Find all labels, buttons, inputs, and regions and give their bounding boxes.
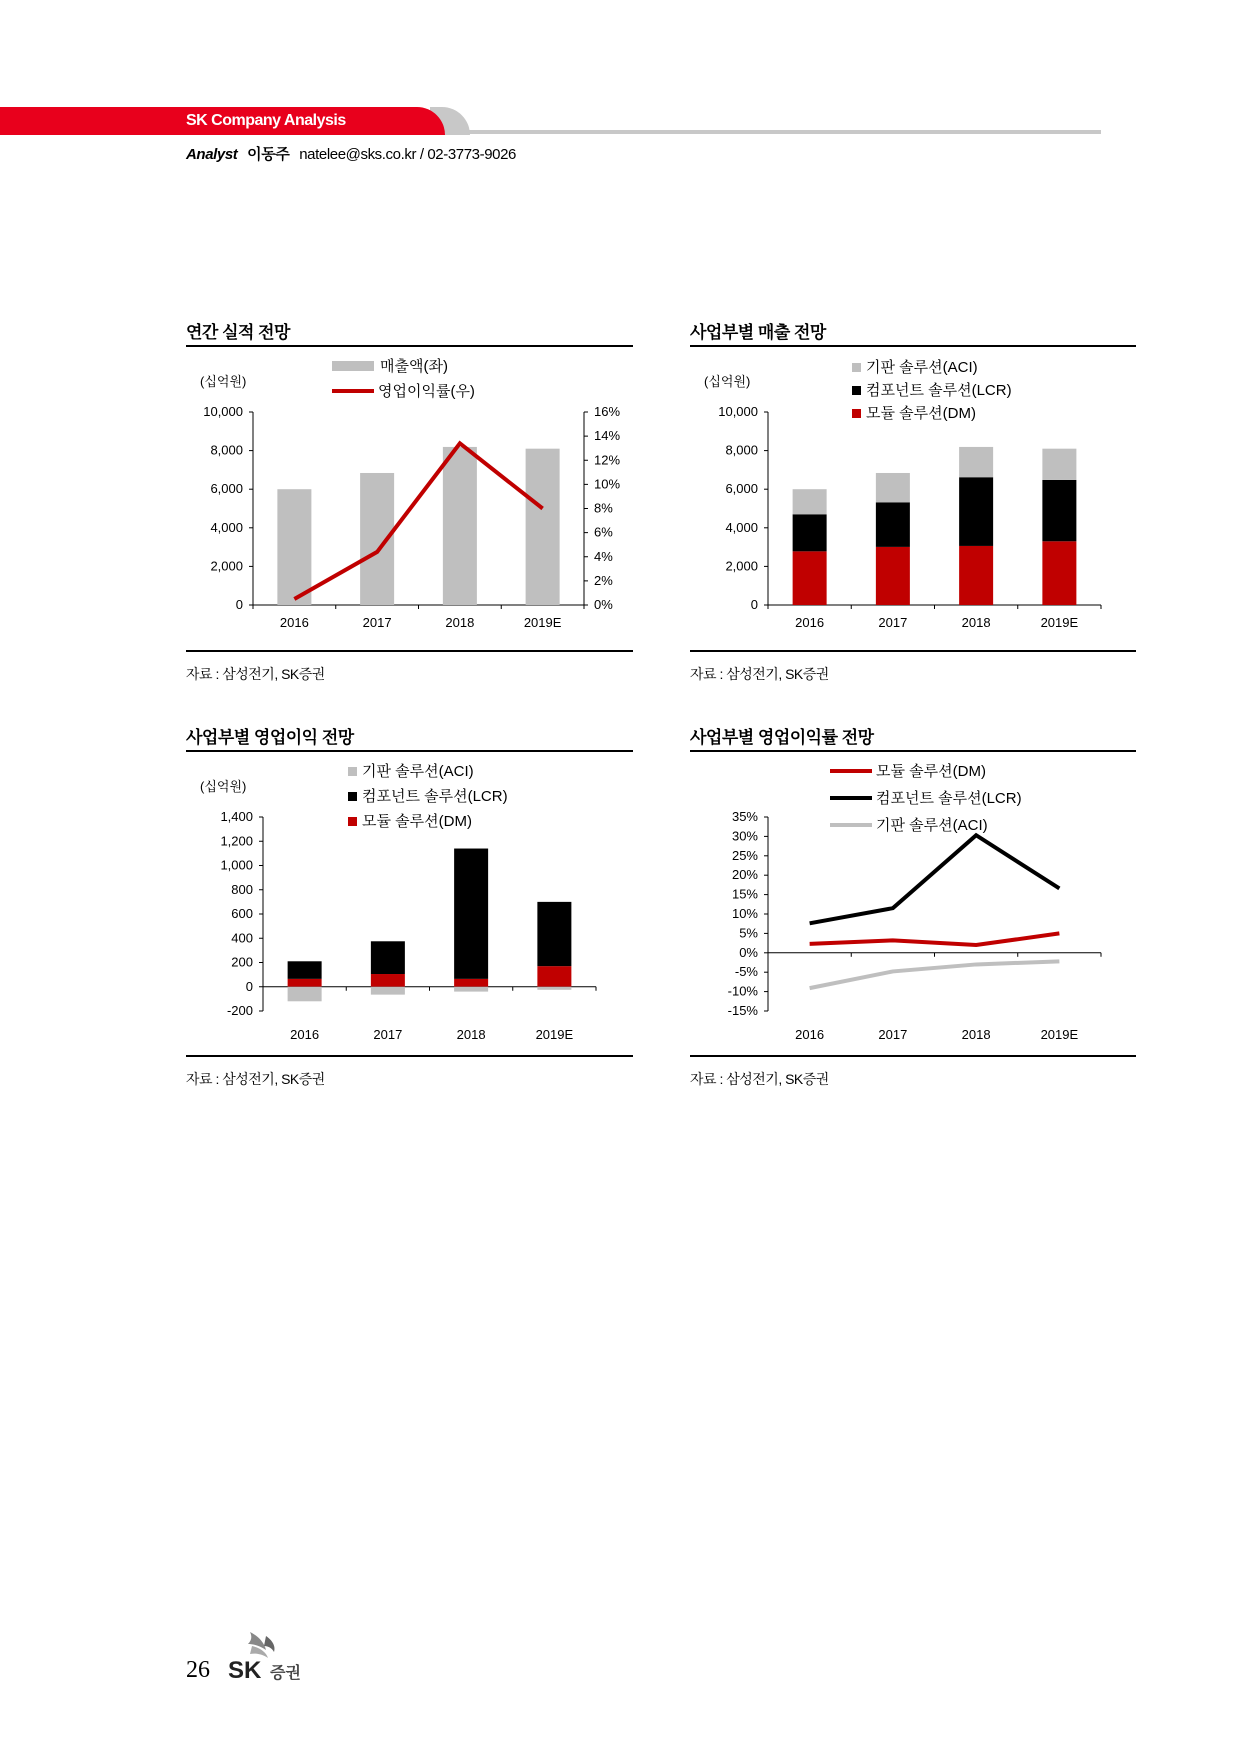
- legend-label: 영업이익률(우): [378, 383, 475, 400]
- panel-title-segment-opm: 사업부별 영업이익률 전망: [690, 728, 874, 747]
- bar-segment: [537, 966, 571, 987]
- y2-tick-label: 8%: [594, 500, 613, 516]
- panel-bottom-rule: [186, 1055, 633, 1057]
- y-tick-label: -15%: [727, 1003, 758, 1018]
- analyst-contact: natelee@sks.co.kr / 02-3773-9026: [299, 146, 516, 163]
- bar-segment: [876, 473, 910, 502]
- y2-tick-label: 16%: [594, 404, 621, 419]
- analyst-name: 이동주: [247, 146, 290, 163]
- legend-swatch: [348, 817, 357, 826]
- y-tick-label: 2,000: [725, 558, 758, 574]
- legend-label: 컴포넌트 솔루션(LCR): [876, 790, 1022, 807]
- legend-swatch: [348, 767, 357, 776]
- y-tick-label: 8,000: [725, 442, 758, 458]
- panel-title-annual: 연간 실적 전망: [186, 323, 290, 342]
- bar-segment: [454, 849, 488, 979]
- chart-segment-sales: [690, 350, 1136, 650]
- bar-segment: [288, 987, 322, 1002]
- legend-label: 컴포넌트 솔루션(LCR): [866, 382, 1012, 399]
- bar-segment: [371, 987, 405, 995]
- legend-label: 매출액(좌): [380, 358, 448, 375]
- x-tick-label: 2018: [961, 1027, 991, 1042]
- y-tick-label: 8,000: [210, 442, 243, 458]
- y2-tick-label: 0%: [594, 597, 613, 612]
- y-tick-label: 10,000: [203, 404, 243, 419]
- y-tick-label: 1,200: [220, 833, 253, 849]
- svg-text:SK: SK: [228, 1657, 262, 1684]
- y-tick-label: -200: [226, 1003, 253, 1018]
- bar: [443, 447, 477, 605]
- y-tick-label: 800: [231, 881, 253, 897]
- y2-tick-label: 2%: [594, 572, 613, 588]
- x-tick-label: 2018: [961, 615, 991, 630]
- x-tick-label: 2017: [362, 615, 392, 630]
- series-line: [810, 835, 1060, 923]
- bar-segment: [537, 902, 571, 966]
- y-tick-label: 5%: [739, 925, 758, 941]
- chart-segment-op-margin: [690, 755, 1136, 1055]
- analyst-role: Analyst: [186, 146, 238, 163]
- panel-top-rule: [186, 750, 633, 752]
- report-series-title: SK Company Analysis: [186, 112, 346, 129]
- y-tick-label: 30%: [731, 828, 758, 844]
- bar-segment: [959, 477, 993, 546]
- x-tick-label: 2019E: [1040, 615, 1079, 630]
- y2-tick-label: 4%: [594, 548, 613, 564]
- panel-top-rule: [690, 345, 1136, 347]
- y-axis-unit: (십억원): [704, 374, 751, 389]
- y-tick-label: 4,000: [210, 519, 243, 535]
- y-tick-label: 0%: [739, 944, 758, 960]
- legend-label: 기판 솔루션(ACI): [362, 763, 474, 780]
- bar-segment: [454, 987, 488, 992]
- y-axis-unit: (십억원): [200, 779, 247, 794]
- y-tick-label: 200: [231, 954, 253, 970]
- x-tick-label: 2018: [456, 1027, 486, 1042]
- y2-tick-label: 10%: [594, 476, 621, 492]
- source-note: 자료 : 삼성전기, SK증권: [690, 666, 829, 682]
- panel-bottom-rule: [186, 650, 633, 652]
- y2-tick-label: 6%: [594, 524, 613, 540]
- x-tick-label: 2018: [445, 615, 475, 630]
- bar-segment: [793, 514, 827, 551]
- legend-label: 기판 솔루션(ACI): [866, 359, 978, 376]
- x-tick-label: 2016: [290, 1027, 320, 1042]
- x-tick-label: 2017: [373, 1027, 403, 1042]
- page-number: 26: [186, 1657, 210, 1683]
- bar-segment: [793, 551, 827, 605]
- y-tick-label: 1,400: [220, 809, 253, 824]
- x-tick-label: 2017: [878, 615, 908, 630]
- x-tick-label: 2017: [878, 1027, 908, 1042]
- source-note: 자료 : 삼성전기, SK증권: [186, 1071, 325, 1087]
- y-tick-label: 10%: [731, 906, 758, 921]
- y2-tick-label: 14%: [594, 428, 621, 444]
- y-tick-label: 1,000: [220, 857, 253, 873]
- bar-segment: [537, 987, 571, 990]
- legend-swatch: [348, 792, 357, 801]
- panel-title-segment-sales: 사업부별 매출 전망: [690, 323, 826, 342]
- y-tick-label: 35%: [731, 809, 758, 824]
- y-tick-label: 400: [231, 930, 253, 946]
- panel-top-rule: [186, 345, 633, 347]
- legend-label: 모듈 솔루션(DM): [866, 405, 976, 422]
- y-axis-unit: (십억원): [200, 374, 247, 389]
- x-tick-label: 2016: [795, 1027, 825, 1042]
- panel-top-rule: [690, 750, 1136, 752]
- x-tick-label: 2016: [279, 615, 309, 630]
- chart-segment-op-profit: [186, 755, 633, 1055]
- y-tick-label: -5%: [734, 964, 758, 980]
- legend-swatch: [852, 409, 861, 418]
- svg-text:증권: 증권: [270, 1665, 301, 1682]
- chart-annual-forecast: [186, 350, 633, 650]
- bar-segment: [288, 979, 322, 987]
- bar-segment: [1042, 480, 1076, 541]
- legend-swatch: [852, 386, 861, 395]
- x-tick-label: 2019E: [523, 615, 562, 630]
- bar-segment: [876, 547, 910, 605]
- y-tick-label: 0: [235, 597, 243, 612]
- legend-swatch: [332, 361, 374, 371]
- y-tick-label: 25%: [731, 847, 758, 863]
- series-line: [810, 933, 1060, 945]
- series-line: [294, 443, 542, 599]
- bar: [277, 489, 311, 605]
- panel-title-segment-op: 사업부별 영업이익 전망: [186, 728, 354, 747]
- legend-swatch: [852, 363, 861, 372]
- x-tick-label: 2019E: [535, 1027, 574, 1042]
- source-note: 자료 : 삼성전기, SK증권: [186, 666, 325, 682]
- y-tick-label: 600: [231, 906, 253, 921]
- y-tick-label: 6,000: [725, 481, 758, 497]
- bar-segment: [288, 961, 322, 979]
- source-note: 자료 : 삼성전기, SK증권: [690, 1071, 829, 1087]
- y2-tick-label: 12%: [594, 452, 621, 468]
- legend-label: 기판 솔루션(ACI): [876, 817, 988, 834]
- bar-segment: [959, 546, 993, 605]
- y-tick-label: 2,000: [210, 558, 243, 574]
- y-tick-label: 6,000: [210, 481, 243, 497]
- bar-segment: [876, 502, 910, 547]
- legend-label: 모듈 솔루션(DM): [876, 763, 986, 780]
- analyst-line: [186, 143, 516, 164]
- y-tick-label: 0: [245, 978, 253, 994]
- bar: [526, 449, 560, 605]
- legend-label: 모듈 솔루션(DM): [362, 813, 472, 830]
- y-tick-label: 0: [750, 597, 758, 612]
- bar-segment: [793, 489, 827, 514]
- header-rule: [450, 130, 1101, 134]
- bar-segment: [371, 974, 405, 987]
- x-tick-label: 2016: [795, 615, 825, 630]
- panel-bottom-rule: [690, 650, 1136, 652]
- bar-segment: [371, 941, 405, 974]
- x-tick-label: 2019E: [1040, 1027, 1079, 1042]
- legend-label: 컴포넌트 솔루션(LCR): [362, 788, 508, 805]
- series-line: [810, 961, 1060, 988]
- sk-securities-logo: [222, 1626, 322, 1686]
- bar-segment: [959, 447, 993, 477]
- y-tick-label: 15%: [731, 886, 758, 902]
- y-tick-label: 20%: [731, 867, 758, 883]
- panel-bottom-rule: [690, 1055, 1136, 1057]
- bar-segment: [1042, 541, 1076, 605]
- y-tick-label: 10,000: [718, 404, 758, 419]
- bar-segment: [1042, 449, 1076, 480]
- y-tick-label: -10%: [727, 983, 758, 999]
- bar-segment: [454, 979, 488, 987]
- y-tick-label: 4,000: [725, 519, 758, 535]
